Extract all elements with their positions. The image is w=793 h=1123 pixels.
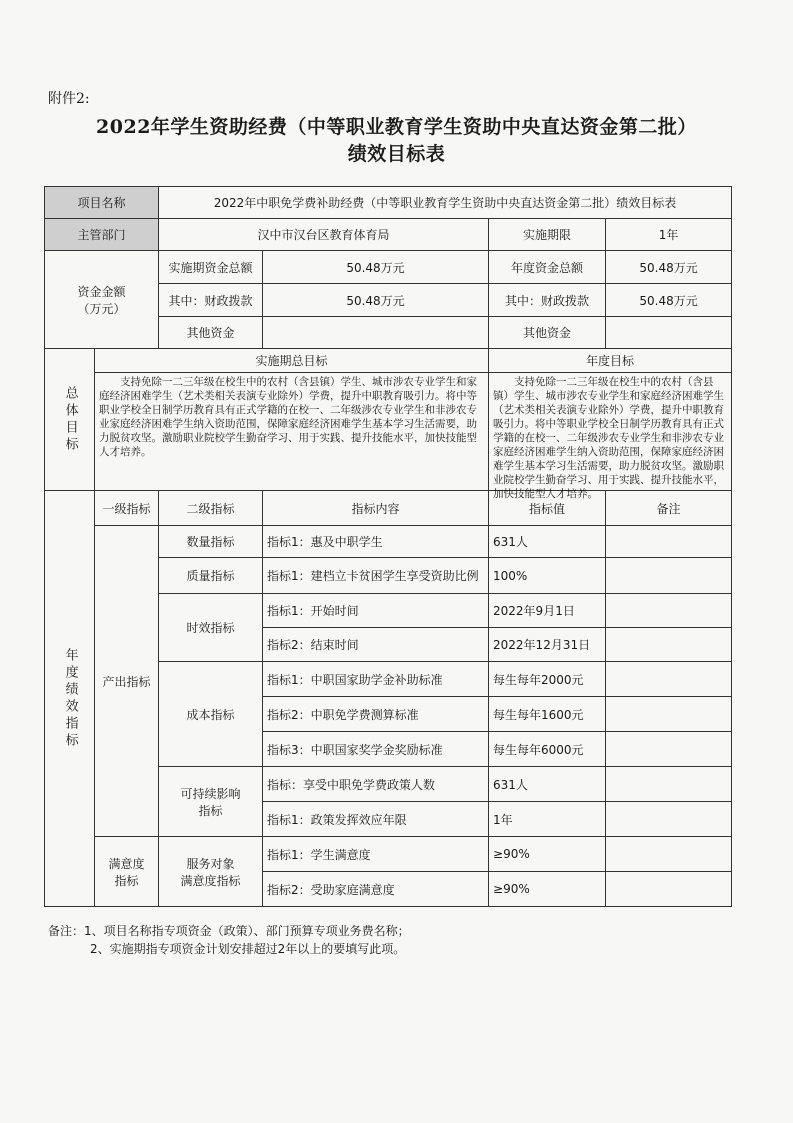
total-year-label: 年度资金总额 — [489, 251, 606, 284]
row-project-name — [45, 187, 732, 219]
indicator-content: 指标1：建档立卡贫困学生享受资助比例 — [263, 558, 489, 594]
col-level2: 二级指标 — [159, 491, 263, 526]
col-level1: 一级指标 — [95, 491, 159, 526]
fiscal-year-value: 50.48万元 — [606, 284, 732, 317]
project-name-value: 2022年中职免学费补助经费（中等职业教育学生资助中央直达资金第二批）绩效目标表 — [159, 187, 732, 219]
indicator-value: 2022年12月31日 — [489, 628, 606, 662]
performance-table — [44, 186, 732, 907]
period-value: 1年 — [606, 219, 732, 251]
level2-timeliness: 时效指标 — [159, 594, 263, 662]
indicator-value: 每生每年6000元 — [489, 732, 606, 767]
other-year-value — [606, 317, 732, 349]
indicator-value: 2022年9月1日 — [489, 594, 606, 628]
level1-output: 产出指标 — [95, 526, 159, 837]
attachment-label: 附件2: — [48, 91, 90, 107]
indicator-content: 指标2：受助家庭满意度 — [263, 872, 489, 907]
indicator-value: 每生每年1600元 — [489, 697, 606, 732]
indicator-content: 指标1：政策发挥效应年限 — [263, 802, 489, 837]
col-remark: 备注 — [606, 491, 732, 526]
total-year-value: 50.48万元 — [606, 251, 732, 284]
level2-quality: 质量指标 — [159, 558, 263, 594]
period-goal-cell — [95, 373, 489, 491]
total-period-label: 实施期资金总额 — [159, 251, 263, 284]
other-year-label: 其他资金 — [489, 317, 606, 349]
level1-satisfaction: 满意度 指标 — [95, 837, 159, 907]
table-row — [45, 526, 732, 558]
overall-goal-label — [45, 349, 95, 491]
indicator-content: 指标1：中职国家助学金补助标准 — [263, 662, 489, 697]
year-goal-text: 支持免除一二三年级在校生中的农村（含县镇）学生、城市涉农专业学生和家庭经济困难学生（艺术类相关表演专业除外）学费，提升中职教育吸引力。将中等职业学校全日制学历教育具有正式学籍的在校一、二年级涉农专业学生和非涉农专业家庭经济困难学生纳入资助范围，保障家庭经济困难学生基本学习生活需要，助力脱贫攻坚。激励职业院校学生勤奋学习、用于实践、提升技能水平，加快技能型人才培养。 — [493, 376, 725, 500]
page-title: 2022年学生资助经费（中等职业教育学生资助中央直达资金第二批） — [96, 116, 697, 138]
indicator-content: 指标：享受中职免学费政策人数 — [263, 767, 489, 802]
footnote-2: 2、实施期指专项资金计划安排超过2年以上的要填写此项。 — [90, 942, 406, 956]
indicator-content: 指标2：结束时间 — [263, 628, 489, 662]
funds-label: 资金金额 （万元） — [45, 251, 159, 349]
other-period-value — [263, 317, 489, 349]
year-goal-header: 年度目标 — [489, 349, 732, 373]
level2-cost: 成本指标 — [159, 662, 263, 767]
total-period-value: 50.48万元 — [263, 251, 489, 284]
year-goal-cell — [489, 373, 732, 500]
fiscal-year-label: 其中：财政拨款 — [489, 284, 606, 317]
indicator-value: 每生每年2000元 — [489, 662, 606, 697]
annual-perf-label — [45, 491, 95, 907]
page-subtitle: 绩效目标表 — [347, 143, 446, 165]
level2-quantity: 数量指标 — [159, 526, 263, 558]
indicator-content: 指标1：开始时间 — [263, 594, 489, 628]
footnote-1: 备注：1、项目名称指专项资金（政策）、部门预算专项业务费名称； — [48, 924, 410, 938]
other-period-label: 其他资金 — [159, 317, 263, 349]
department-label: 主管部门 — [45, 219, 159, 251]
indicator-value: ≥90% — [489, 837, 606, 872]
row-funds-total — [45, 251, 732, 284]
department-value: 汉中市汉台区教育体育局 — [159, 219, 489, 251]
overall-goal-text: 总体目标 — [62, 385, 78, 454]
row-indicator-header — [45, 491, 732, 526]
row-goal-header — [45, 349, 732, 373]
indicator-remark — [606, 526, 732, 558]
row-goal-text — [45, 373, 732, 491]
indicator-content: 指标1：惠及中职学生 — [263, 526, 489, 558]
fiscal-period-label: 其中：财政拨款 — [159, 284, 263, 317]
indicator-remark — [606, 662, 732, 697]
period-goal-text: 支持免除一二三年级在校生中的农村（含县镇）学生、城市涉农专业学生和家庭经济困难学生（艺术类相关表演专业除外）学费，提升中职教育吸引力。将中等职业学校全日制学历教育具有正式学籍的在校一、二年级涉农专业学生和非涉农专业家庭经济困难学生纳入资助范围，保障家庭经济困难学生基本学习生活需要，助力脱贫攻坚。激励职业院校学生勤奋学习、用于实践、提升技能水平，加快技能型人才培养。 — [99, 376, 477, 458]
col-value: 指标值 — [489, 491, 606, 526]
indicator-value: 631人 — [489, 767, 606, 802]
indicator-remark — [606, 697, 732, 732]
row-department — [45, 219, 732, 251]
indicator-value: 631人 — [489, 526, 606, 558]
indicator-remark — [606, 802, 732, 837]
indicator-content: 指标2：中职免学费测算标准 — [263, 697, 489, 732]
indicator-content: 指标1：学生满意度 — [263, 837, 489, 872]
annual-perf-text: 年度绩效指标 — [62, 647, 78, 750]
col-content: 指标内容 — [263, 491, 489, 526]
indicator-remark — [606, 872, 732, 907]
indicator-remark — [606, 558, 732, 594]
table-row — [45, 837, 732, 872]
period-label: 实施期限 — [489, 219, 606, 251]
project-name-label: 项目名称 — [45, 187, 159, 219]
indicator-value: 100% — [489, 558, 606, 594]
level2-service: 服务对象 满意度指标 — [159, 837, 263, 907]
level2-sustain: 可持续影响 指标 — [159, 767, 263, 837]
indicator-remark — [606, 767, 732, 802]
indicator-value: 1年 — [489, 802, 606, 837]
indicator-remark — [606, 594, 732, 628]
fiscal-period-value: 50.48万元 — [263, 284, 489, 317]
indicator-remark — [606, 628, 732, 662]
indicator-remark — [606, 837, 732, 872]
indicator-value: ≥90% — [489, 872, 606, 907]
indicator-remark — [606, 732, 732, 767]
footnotes — [48, 922, 410, 958]
period-goal-header: 实施期总目标 — [95, 349, 489, 373]
indicator-content: 指标3：中职国家奖学金奖励标准 — [263, 732, 489, 767]
